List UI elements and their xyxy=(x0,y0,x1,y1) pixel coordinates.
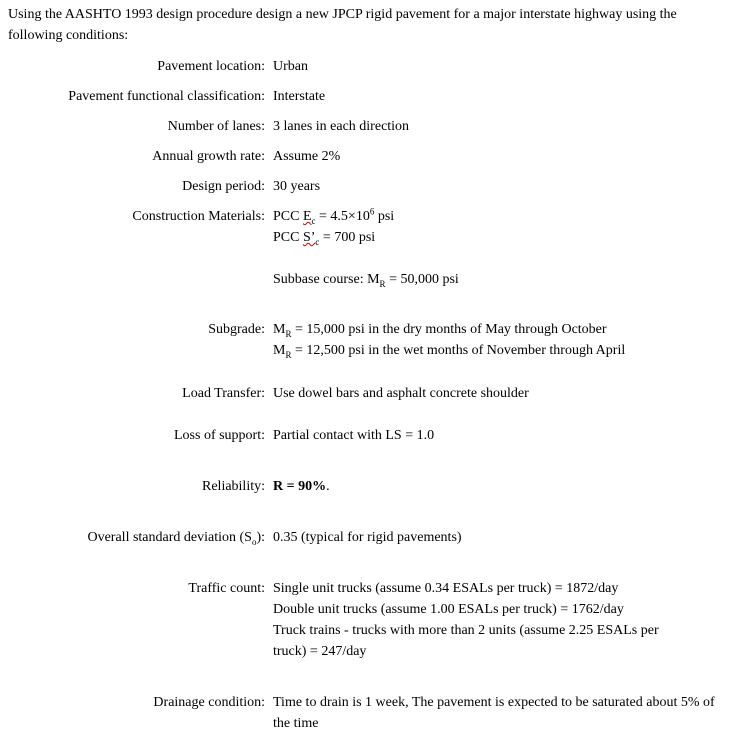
classification-value: Interstate xyxy=(273,89,326,104)
lanes-value: 3 lanes in each direction xyxy=(273,119,410,134)
pavement-location-value: Urban xyxy=(273,59,308,74)
reliability-label: Reliability: xyxy=(202,479,265,494)
design-period-label: Design period: xyxy=(182,179,265,194)
traffic-double-line: Double unit trucks (assume 1.00 ESALs per truck) = 1762/day xyxy=(273,602,624,617)
pcc-ec-line: PCC $E_c = 4.5\times 10^6$ psi xyxy=(273,206,395,226)
pavement-location-label: Pavement location: xyxy=(157,59,265,74)
subgrade-dry-line: $M_R = 15,000$ psi in the dry months of May through October xyxy=(273,322,607,339)
load-transfer-value: Use dowel bars and asphalt concrete shoulder xyxy=(273,386,529,401)
pcc-sc-line: PCC $S’_c = 700$ psi xyxy=(273,230,376,247)
growth-value: Assume 2% xyxy=(273,149,341,164)
subbase-line: Subbase course: $M_R = 50,000$ psi xyxy=(273,272,459,289)
subgrade-label: Subgrade: xyxy=(208,322,265,337)
std-dev-label: Overall standard deviation $(S_o)$: xyxy=(87,530,265,547)
materials-label: Construction Materials: xyxy=(132,209,265,224)
classification-label: Pavement functional classification: xyxy=(68,89,265,104)
loss-support-value: Partial contact with LS = 1.0 xyxy=(273,428,435,443)
reliability-value: R = 90%. xyxy=(273,479,330,494)
traffic-single-line: Single unit trucks (assume 0.34 ESALs per truck) = 1872/day xyxy=(273,581,619,596)
loss-support-label: Loss of support: xyxy=(174,428,265,443)
load-transfer-label: Load Transfer: xyxy=(182,386,265,401)
design-period-value: 30 years xyxy=(273,179,321,194)
drainage-label: Drainage condition: xyxy=(153,695,265,710)
traffic-label: Traffic count: xyxy=(188,581,265,596)
growth-label: Annual growth rate: xyxy=(152,149,265,164)
drainage-value: Time to drain is 1 week, The pavement is expected to be saturated about 5% of the time xyxy=(273,695,715,731)
std-dev-value: 0.35 (typical for rigid pavements) xyxy=(273,530,462,545)
lanes-label: Number of lanes: xyxy=(167,119,265,134)
traffic-trains-line: Truck trains - trucks with more than 2 units (assume 2.25 ESALs per truck) = 247/day xyxy=(273,623,659,659)
intro-paragraph: Using the AASHTO 1993 design procedure design a new JPCP rigid pavement for a major interstate highway using the following conditions: xyxy=(8,7,677,43)
subgrade-wet-line: $M_R = 12,500$ psi in the wet months of November through April xyxy=(273,343,626,360)
